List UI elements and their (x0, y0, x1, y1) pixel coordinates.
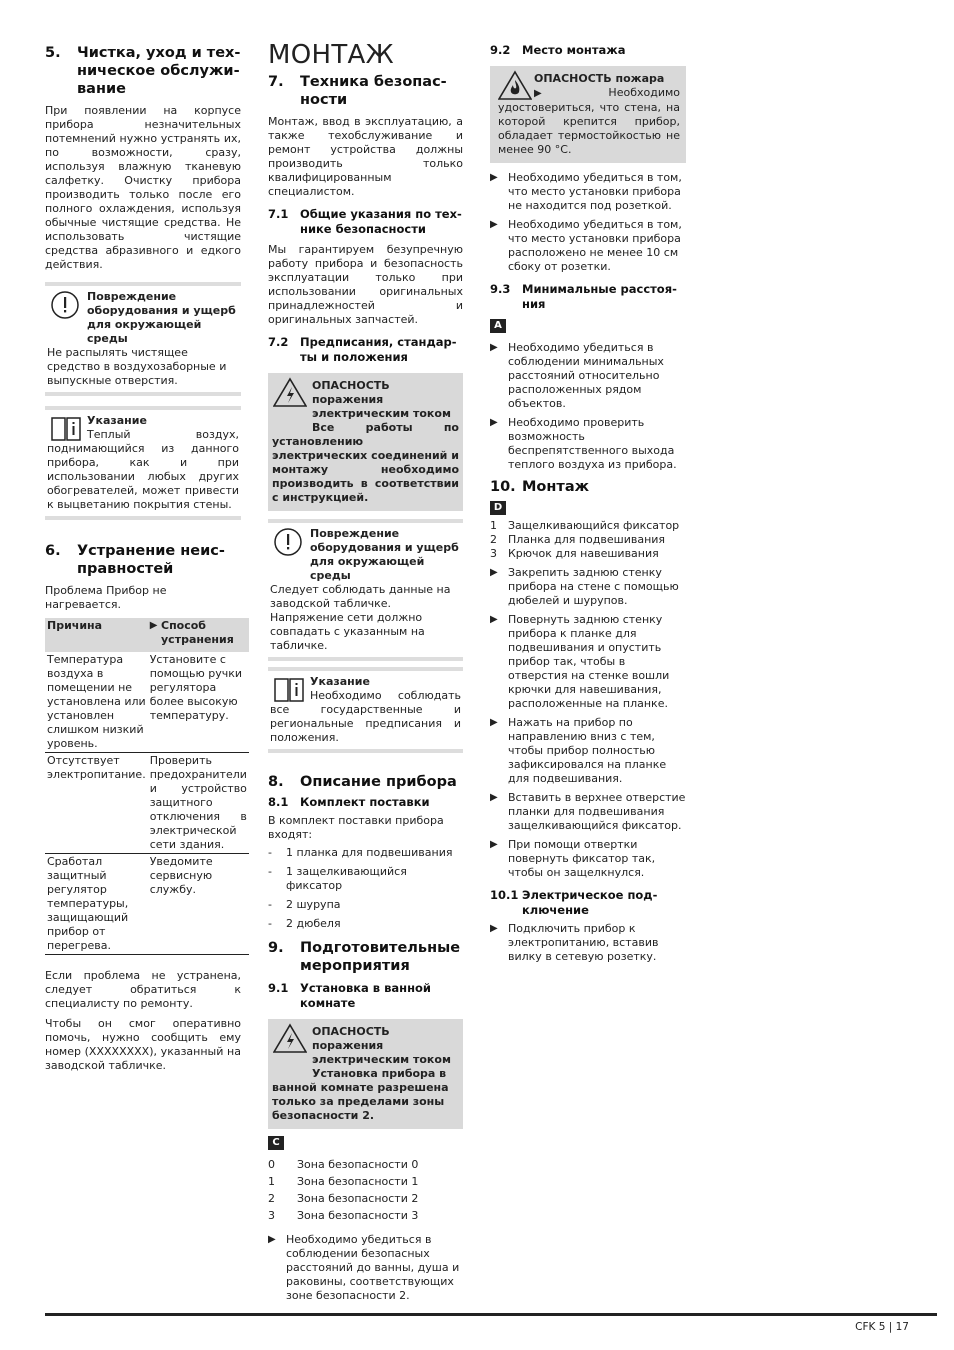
bullet-item: ▶ Повернуть заднюю стенку прибора к планке для подвешивания и опустить прибор так, чтобы в отверстия на стенке вошли крючки для навешивания, расположенные на планке. (490, 613, 670, 710)
danger-text: ▶Необходимо удостовериться, что стена, на которой крепится прибор, обладает термостойкостью не менее 90 °C. (498, 86, 680, 156)
bullet-item: ▶ Необходимо убедиться в соблюдении минимальных расстояний относительно расположенных рядом объектов. (490, 341, 664, 410)
note-title: Указание (87, 414, 147, 427)
warning-title: Повреждение оборудования и ущерб для окружающей среды (310, 527, 459, 582)
section-6-title: Устранение неис-правностей (77, 543, 225, 577)
section-5-title: Чистка, уход и тех-ническое обслужи-вание (77, 45, 241, 97)
section-9-1-heading: 9.1 Установка в ванной комнате (268, 981, 431, 1010)
list-item: 3 Крючок для навешивания (490, 547, 659, 560)
danger-text: Установка прибора в ванной комнате разрешена только за пределами зоны безопасности 2. (272, 1067, 449, 1122)
bullet-item: ▶ Вставить в верхнее отверстие планки для подвешивания защелкивающийся фиксатор. (490, 791, 686, 832)
bullet-item: ▶ Закрепить заднюю стенку прибора на стене с помощью дюбелей и шурупов. (490, 566, 679, 607)
column-left (45, 40, 247, 1073)
column-fix: ▶ Способ устранения (148, 618, 249, 652)
warning-text: Следует соблюдать данные на заводской табличке. Напряжение сети должно совпадать с указанным на табличке. (270, 583, 451, 652)
section-5-text: При появлении на корпусе прибора незначительных потемнений нужно устранять их, по возможности, сразу, используя влажную тканевую салфетку. Очистку прибора производить только после его полного охлаждения, используя обычные чистящие средства. Не использовать чистящие средства абразивного и едкого действия. (45, 104, 241, 271)
section-7-1-heading: 7.1 Общие указания по тех-нике безопасности (268, 207, 462, 236)
table-cell-cause: Температура воздуха в помещении не установлена или установлен слишком низкий уровень. (47, 653, 146, 750)
page-footer: CFK 5 | 17 (855, 1321, 909, 1333)
figure-tag-d: D (490, 500, 686, 515)
section-7-2-heading: 7.2 Предписания, стандар-ты и положения (268, 335, 457, 364)
section-5-heading: 5. Чистка, уход и тех-ническое обслужи-вание (45, 45, 241, 97)
section-9-heading: 9. Подготовительные мероприятия (268, 940, 461, 974)
list-item: 3 Зона безопасности 3 (268, 1209, 419, 1222)
note-text: Необходимо соблюдать все государственные и региональные предписания и положения. (270, 689, 461, 744)
after-text-2: Чтобы он смог оперативно помочь, нужно сообщить ему номер (XXXXXXXX), указанный на заводской табличке. (45, 1017, 241, 1072)
list-item: - 1 защелкивающийся фиксатор (268, 865, 407, 892)
danger-box-fire (490, 66, 686, 163)
section-7-text: Монтаж, ввод в эксплуатацию, а также техобслуживание и ремонт устройства должны производить только квалифицированным специалистом. (268, 115, 463, 198)
table-cell-fix: Проверить предохранители и устройство защитного отключения в электрической сети здания. (149, 754, 247, 851)
figure-tag-c: C (268, 1135, 463, 1150)
warning-circle-icon (273, 527, 303, 557)
page-title: МОНТАЖ (268, 40, 394, 70)
arrow-icon: ▶ (490, 614, 498, 625)
arrow-icon: ▶ (490, 717, 498, 728)
delivery-intro: В комплект поставки прибора входят: (268, 814, 444, 841)
bullet-item: ▶ Необходимо убедиться в том, что место установки прибора не находится под розеткой. (490, 171, 682, 212)
zone-list (268, 1158, 463, 1223)
section-7-title: Техника безопас-ности (300, 74, 447, 108)
danger-text: Все работы по установлению электрических соединений и монтажу необходимо производить в соответствии с инструкцией. (272, 421, 459, 504)
warning-title: Повреждение оборудования и ущерб для окружающей среды (87, 290, 236, 345)
problem-text: Проблема Прибор не нагревается. (45, 584, 167, 611)
section-7-heading: 7. Техника безопас-ности (268, 73, 463, 109)
column-middle (268, 40, 463, 1308)
section-9-2-heading: 9.2 Место монтажа (490, 43, 626, 57)
table-cell-cause: Сработал защитный регулятор температуры, защищающий прибор от перегрева. (47, 855, 129, 952)
footer-rule (45, 1313, 937, 1316)
list-item: 2 Планка для подвешивания (490, 533, 666, 546)
arrow-icon: ▶ (490, 219, 498, 230)
fire-hazard-icon (498, 70, 532, 100)
section-10-heading: 10. Монтаж (490, 479, 590, 495)
column-right (490, 40, 686, 969)
bullet-item: ▶ Нажать на прибор по направлению вниз с тем, чтобы прибор полностью зафиксировался на планке для подвешивания. (490, 716, 667, 785)
parts-list (490, 519, 686, 561)
warning-box (268, 519, 463, 661)
list-item: 1 Зона безопасности 1 (268, 1175, 419, 1188)
table-cell-fix: Установите с помощью ручки регулятора более высокую температуру. (149, 653, 243, 722)
section-8-1-heading: 8.1 Комплект поставки (268, 795, 430, 809)
arrow-icon: ▶ (490, 923, 498, 934)
danger-box-electric (268, 373, 463, 511)
section-7-1-text: Мы гарантируем безупречную работу прибора и безопасность эксплуатации только при использовании оригинальных принадлежностей и оригинальных запчастей. (268, 243, 463, 326)
arrow-icon: ▶ (490, 172, 498, 183)
list-item: 2 Зона безопасности 2 (268, 1192, 419, 1205)
book-info-icon (273, 675, 305, 703)
warning-circle-icon (50, 290, 80, 320)
warning-box (45, 282, 241, 396)
arrow-icon: ▶ (490, 839, 498, 850)
section-6-heading: 6. Устранение неис-правностей (45, 542, 241, 578)
section-10-1-heading: 10.1 Электрическое под-ключение (490, 888, 658, 917)
bullet-item: ▶ Необходимо убедиться в том, что место установки прибора расположено не менее 10 см сбоку от розетки. (490, 218, 682, 273)
note-text: Теплый воздух, поднимающийся из данного прибора, как и при использовании любых других обогревателей, может привести к выцветанию покрытия стены. (47, 428, 239, 511)
arrow-icon: ▶ (149, 620, 158, 631)
section-9-3-heading: 9.3 Минимальные расстоя-ния (490, 282, 677, 311)
electric-hazard-icon (273, 377, 307, 407)
table-cell-cause: Отсутствует электропитание. (47, 754, 146, 781)
warning-text: Не распылять чистящее средство в воздухозаборные и выпускные отверстия. (47, 346, 227, 387)
mounting-steps (490, 566, 686, 880)
list-item: - 1 планка для подвешивания (268, 846, 453, 859)
arrow-icon: ▶ (490, 567, 498, 578)
table-cell-fix: Уведомите сервисную службу. (149, 855, 213, 896)
arrow-icon: ▶ (490, 417, 498, 428)
arrow-icon: ▶ (268, 1234, 276, 1245)
danger-title: ОПАСНОСТЬ пожара (534, 72, 665, 85)
electric-hazard-icon (273, 1023, 307, 1053)
troubleshooting-table (45, 618, 249, 955)
column-cause: Причина (45, 618, 148, 652)
bullet-item: ▶ Необходимо убедиться в соблюдении безопасных расстояний до ванны, душа и раковины, соответствующих зоне безопасности 2. (268, 1233, 460, 1302)
arrow-icon: ▶ (490, 342, 498, 353)
list-item: 0 Зона безопасности 0 (268, 1158, 419, 1171)
bullet-item: ▶ При помощи отвертки повернуть фиксатор так, чтобы он защелкнулся. (490, 838, 656, 879)
after-text-1: Если проблема не устранена, следует обратиться к специалисту по ремонту. (45, 969, 241, 1010)
danger-title: ОПАСНОСТЬ поражения электрическим током (312, 379, 451, 420)
bullet-item: ▶ Подключить прибор к электропитанию, вставив вилку в сетевую розетку. (490, 922, 659, 963)
arrow-icon: ▶ (490, 792, 498, 803)
figure-tag-a: A (490, 318, 686, 333)
danger-box-bathroom (268, 1019, 463, 1129)
note-box (268, 667, 463, 753)
book-info-icon (50, 414, 82, 442)
bullet-item: ▶ Необходимо проверить возможность беспрепятственного выхода теплого воздуха из прибора. (490, 416, 677, 471)
note-box (45, 406, 241, 520)
section-8-heading: 8. Описание прибора (268, 774, 457, 790)
list-item: - 2 шурупа (268, 898, 341, 911)
delivery-list (268, 846, 463, 931)
list-item: - 2 дюбеля (268, 917, 341, 930)
note-title: Указание (310, 675, 370, 688)
list-item: 1 Защелкивающийся фиксатор (490, 519, 680, 532)
danger-title: ОПАСНОСТЬ поражения электрическим током (312, 1025, 451, 1066)
